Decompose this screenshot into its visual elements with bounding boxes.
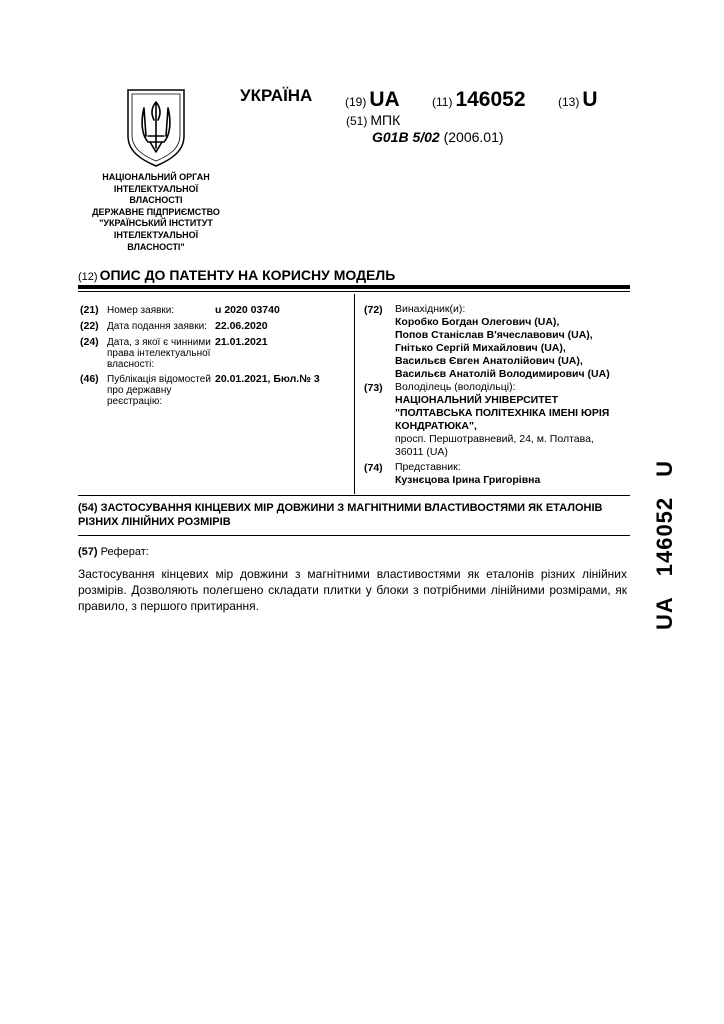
field-label: Публікація відомостей про державну реєстрацію: [107, 374, 211, 408]
organization-line: ІНТЕЛЕКТУАЛЬНОЇ [113, 229, 199, 240]
owner-address-line: 36011 (UA) [395, 446, 448, 458]
divider-thin [78, 495, 630, 496]
field-code: (22) [80, 320, 99, 332]
inventor-name: Васильєв Євген Анатолійович (UA), [395, 355, 583, 367]
organization-line: "УКРАЇНСЬКИЙ ІНСТИТУТ [99, 218, 213, 229]
owner-address-line: просп. Першотравневий, 24, м. Полтава, [395, 433, 594, 445]
publication-info: 20.01.2021, Бюл.№ 3 [215, 373, 320, 385]
organization-line: ВЛАСНОСТІ" [127, 241, 185, 252]
document-kind: (13) U [558, 88, 598, 111]
organization-line: ДЕРЖАВНЕ ПІДПРИЄМСТВО [92, 206, 220, 217]
divider-thick [78, 285, 630, 289]
ipc-heading: (51) МПК [346, 112, 401, 128]
side-patent-label: UA146052U [652, 459, 677, 631]
field-code: (74) [364, 462, 383, 474]
field-code: (73) [364, 382, 383, 394]
field-label: Дата, з якої є чинними права інтелектуальної власності: [107, 337, 211, 371]
owner-block [395, 381, 631, 459]
owner-label: Володілець (володільці): [395, 381, 516, 393]
patent-number: (11) 146052 [432, 88, 526, 111]
inventor-name: Коробко Богдан Олегович (UA), [395, 316, 560, 328]
organization-line: ІНТЕЛЕКТУАЛЬНОЇ [113, 183, 199, 194]
inventor-name: Васильєв Анатолій Володимирович (UA) [395, 368, 610, 380]
field-code: (46) [80, 373, 99, 385]
abstract-text: Застосування кінцевих мір довжини з магнітними властивостями як еталонів різних лінійних розмірів. Дозволяють полегшено складати плитки у блоки з потрібними лінійними розмірами, як правило, з першого притирання. [78, 567, 627, 613]
organization-line: ВЛАСНОСТІ [129, 195, 183, 206]
inventor-name: Гнітько Сергій Михайлович (UA), [395, 342, 566, 354]
representative-label: Представник: [395, 461, 461, 473]
invention-title: (54) ЗАСТОСУВАННЯ КІНЦЕВИХ МІР ДОВЖИНИ З МАГНІТНИМИ ВЛАСТИВОСТЯМИ ЯК ЕТАЛОНІВ РІЗНИХ ЛІНІЙНИХ РОЗМІРІВ [78, 502, 603, 528]
field-label: Дата подання заявки: [107, 321, 207, 332]
inventor-name: Попов Станіслав В'ячеславович (UA), [395, 329, 593, 341]
country-name: УКРАЇНА [240, 86, 313, 105]
owner-name-line: "ПОЛТАВСЬКА ПОЛІТЕХНІКА ІМЕНІ ЮРІЯ [395, 407, 610, 419]
owner-name-line: КОНДРАТЮКА", [395, 420, 477, 432]
field-label: Номер заявки: [107, 305, 175, 316]
representative-name: Кузнєцова Ірина Григорівна [395, 474, 541, 486]
abstract-heading: (57) Реферат: [78, 546, 149, 558]
issuing-organization [84, 172, 228, 253]
coat-of-arms-emblem [124, 86, 188, 168]
column-divider [354, 294, 355, 494]
inventors-block [395, 303, 631, 381]
divider-thin [78, 291, 630, 292]
document-type-title: (12) ОПИС ДО ПАТЕНТУ НА КОРИСНУ МОДЕЛЬ [78, 267, 396, 283]
field-code: (21) [80, 304, 99, 316]
ipc-classification: G01B 5/02 (2006.01) [372, 129, 504, 145]
country-code: (19) UA [345, 88, 400, 111]
field-code: (72) [364, 304, 383, 316]
rights-effective-date: 21.01.2021 [215, 336, 268, 348]
field-code: (24) [80, 336, 99, 348]
inventors-label: Винахідник(и): [395, 303, 466, 315]
filing-date: 22.06.2020 [215, 320, 268, 332]
application-number: u 2020 03740 [215, 304, 280, 316]
owner-name-line: НАЦІОНАЛЬНИЙ УНІВЕРСИТЕТ [395, 394, 559, 406]
divider-thin [78, 535, 630, 536]
representative-block [395, 461, 631, 487]
organization-line: НАЦІОНАЛЬНИЙ ОРГАН [102, 172, 210, 182]
